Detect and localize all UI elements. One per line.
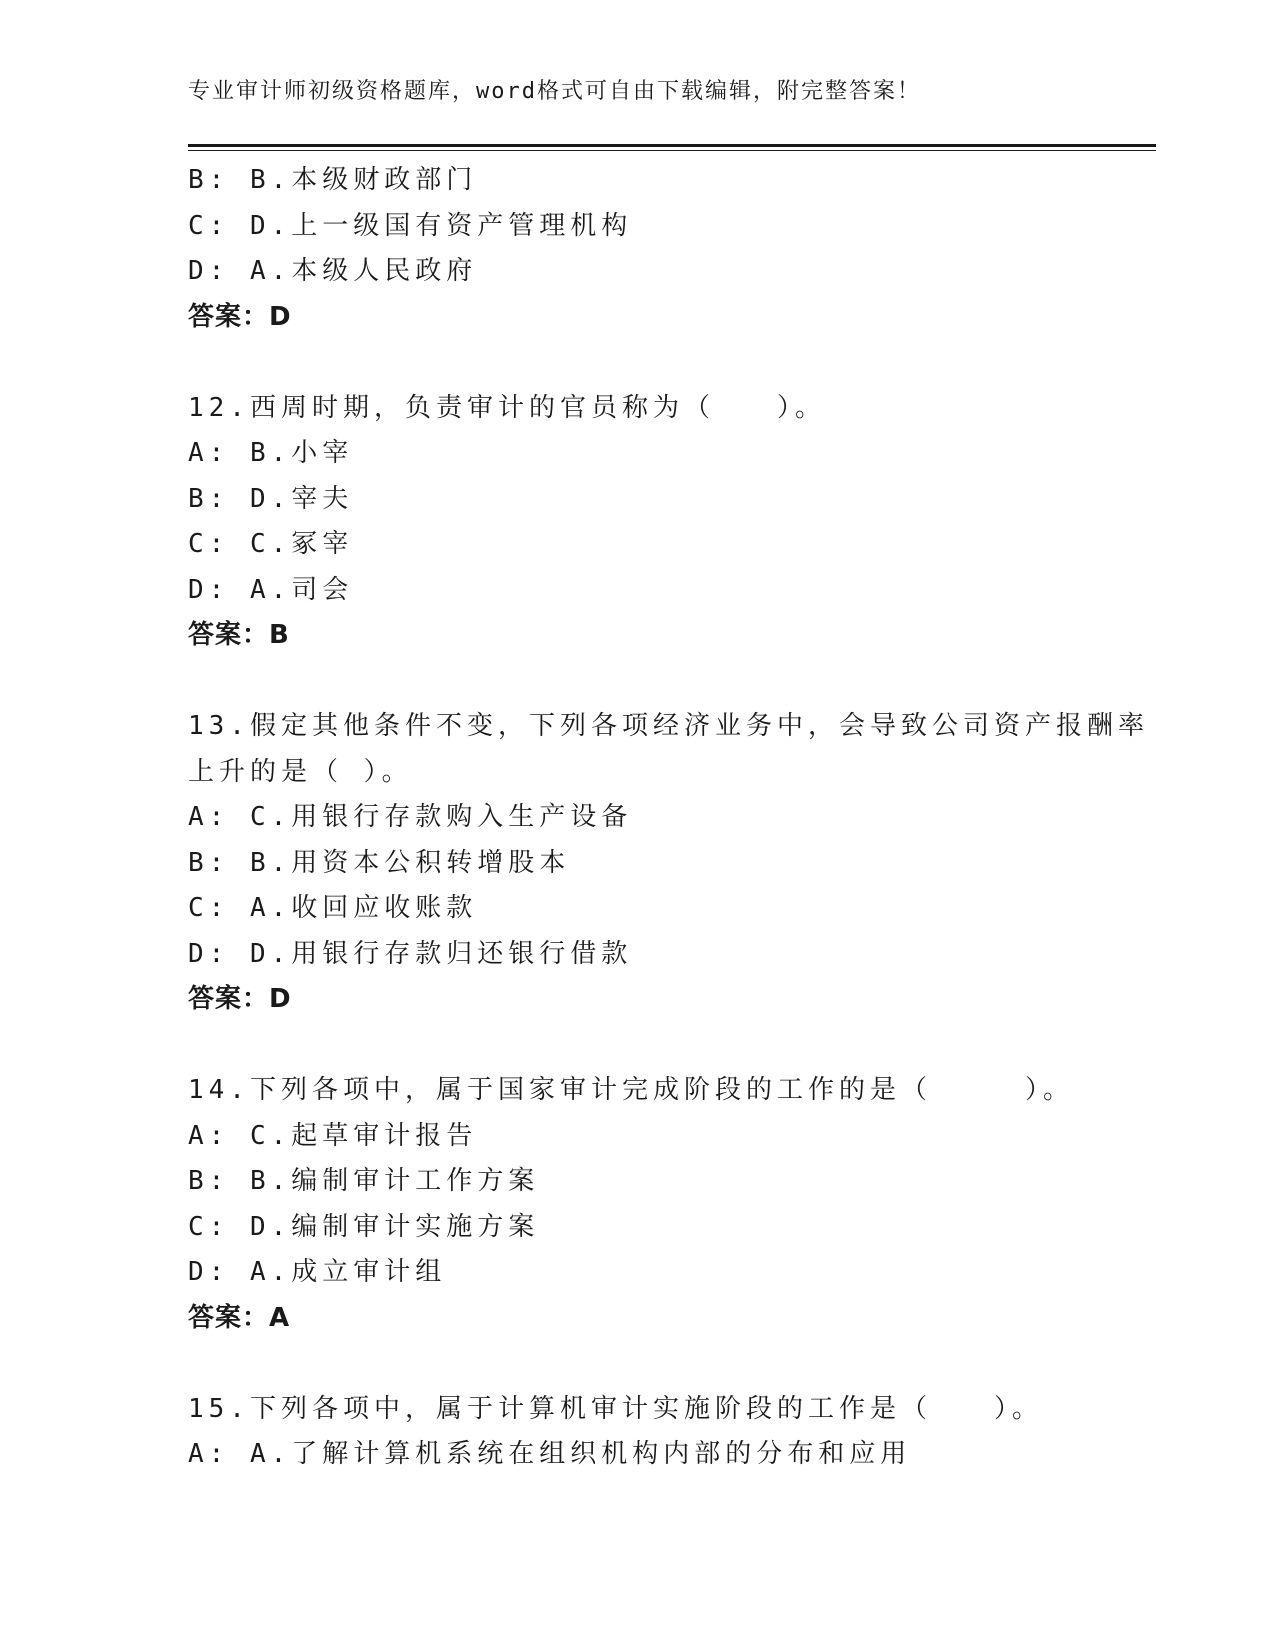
question-title: 14.下列各项中，属于国家审计完成阶段的工作的是（ ）。	[188, 1075, 1074, 1105]
spacer	[188, 1023, 1148, 1069]
prev-question-block	[188, 158, 1148, 340]
question-block-12	[188, 386, 1148, 659]
question-title: 13.假定其他条件不变，下列各项经济业务中，会导致公司资产报酬率	[188, 711, 1149, 741]
option-b: B: B.编制审计工作方案	[188, 1166, 540, 1196]
option-a: A: C.起草审计报告	[188, 1120, 478, 1151]
answer-line: 答案：B	[188, 620, 290, 650]
option-c: C: D.编制审计实施方案	[188, 1211, 540, 1242]
question-title-continued: 上升的是（ ）。	[188, 756, 413, 787]
option-d: D: D.用银行存款归还银行借款	[188, 938, 633, 969]
question-block-15	[188, 1387, 1148, 1478]
option-d: D: A.司会	[188, 574, 354, 605]
question-block-14	[188, 1068, 1148, 1341]
header-rule-thick	[188, 144, 1156, 147]
answer-line: 答案：D	[188, 301, 292, 332]
option-b: B: B.本级财政部门	[188, 165, 478, 195]
header-rule-thin	[188, 150, 1156, 151]
answer-line: 答案：A	[188, 1302, 291, 1333]
answer-line: 答案：D	[188, 984, 292, 1014]
option-c: C: A.收回应收账款	[188, 893, 478, 923]
question-block-13	[188, 704, 1148, 1023]
page-header: 专业审计师初级资格题库，word格式可自由下载编辑，附完整答案！	[188, 79, 921, 104]
option-a: A: C.用银行存款购入生产设备	[188, 802, 633, 832]
option-c: C: D.上一级国有资产管理机构	[188, 210, 633, 241]
question-title: 12.西周时期，负责审计的官员称为（ ）。	[188, 392, 826, 423]
spacer	[188, 340, 1148, 386]
spacer	[188, 1341, 1148, 1387]
option-d: D: A.本级人民政府	[188, 256, 478, 286]
option-b: B: B.用资本公积转增股本	[188, 847, 571, 878]
question-content	[188, 158, 1148, 1478]
spacer	[188, 659, 1148, 705]
option-a: A: A.了解计算机系统在组织机构内部的分布和应用	[188, 1439, 912, 1469]
question-title: 15.下列各项中，属于计算机审计实施阶段的工作是（ ）。	[188, 1393, 1043, 1424]
option-c: C: C.冢宰	[188, 529, 354, 559]
option-b: B: D.宰夫	[188, 483, 354, 514]
option-a: A: B.小宰	[188, 438, 354, 468]
option-d: D: A.成立审计组	[188, 1257, 447, 1287]
